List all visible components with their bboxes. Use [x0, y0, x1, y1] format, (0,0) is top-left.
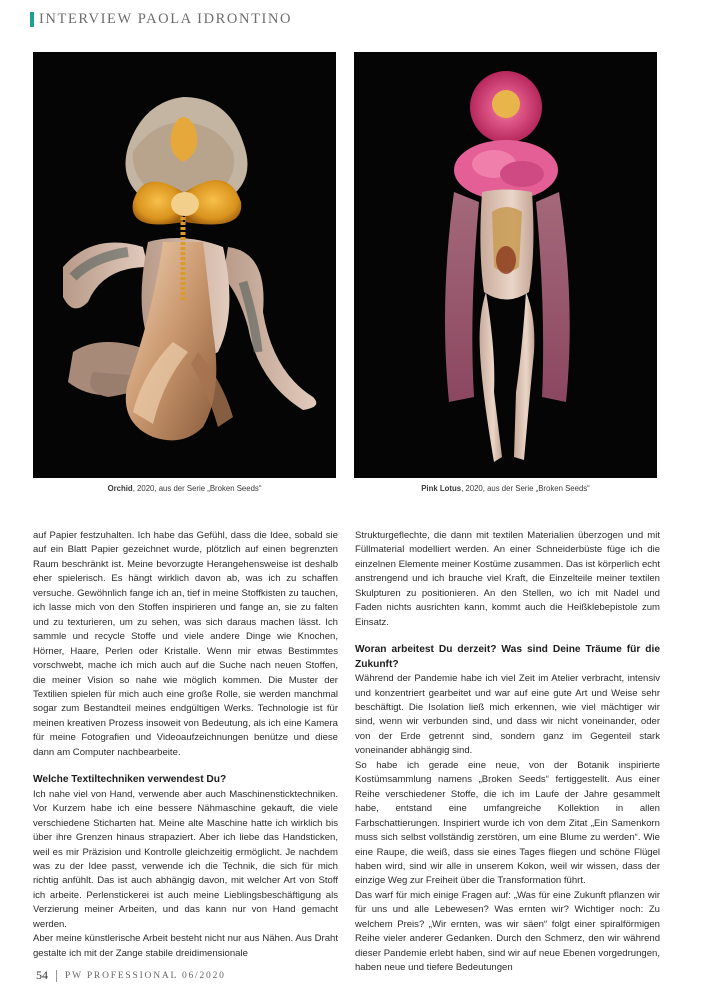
question-heading: Woran arbeitest Du derzeit? Was sind Deine Träume für die Zukunft?	[355, 644, 660, 670]
photo-caption-orchid	[33, 484, 336, 493]
footer-divider	[56, 970, 57, 982]
article-column-right	[355, 529, 660, 976]
paragraph: auf Papier festzuhalten. Ich habe das Gefühl, dass die Idee, sobald sie auf ein Blatt Papier gezeichnet wurde, plötzlich auf einen begrenzten Raum beschränkt ist. Meine bevorzugte Herangehensweise ist deshalb eher spielerisch. Es hängt wirklich davon ab, was ich zu schaffen versuche. Gewöhnlich fange ich an, tief in meine Stoffkisten zu tauchen, ich lasse mich von den Stoffen inspirieren und fange an, sie zu falten und zu texturieren, um zu sehen, was sich daraus machen lässt. Ich sammle und recycle Stoffe und viele andere Dinge wie Knochen, Hörner, Haare, Perlen oder Kristalle. Wenn mir etwas Bestimmtes vorschwebt, mache ich mich auch auf die Suche nach neuen Stoffen, die meiner Vision so nahe wie möglich kommen. Die Muster der Textilien spielen für mich auch eine große Rolle, sie werden manchmal sogar zum Bestandteil meines endgültigen Werks. Technologie ist für meinen kreativen Prozess insoweit von Bedeutung, als ich eine Kamera für meine Fotografien und Videoaufzeichnungen benütze und diese dann am Computer nachbearbeite.	[33, 530, 338, 758]
question-heading: Welche Textiltechniken verwendest Du?	[33, 774, 227, 786]
page-number: 54	[36, 968, 48, 982]
caption-details: , 2020, aus der Serie „Broken Seeds“	[132, 484, 262, 493]
paragraph: Ich nahe viel von Hand, verwende aber auch Maschinensticktechniken. Vor Kurzem habe ich eine bessere Nähmaschine gekauft, die viele verschiedene Sticharten hat. Meine alte Maschine hatte ich wirklich bis über ihre Grenzen hinaus strapaziert. Aber ich liebe das Handsticken, weil es mir Präzision und Kontrolle gleichzeitig ermöglicht. Je nachdem was zu der Idee passt, verwende ich die Technik, die sich für mich richtig anfühlt. Das ist auch abhängig davon, mit welcher Art von Stoff ich arbeite. Perlenstickerei ist auch meine Lieblingsbeschäftigung als Verzierung meiner Arbeiten, und das kann nur von Hand gemacht werden.	[33, 788, 338, 930]
caption-title: Pink Lotus	[421, 484, 462, 493]
paragraph: Strukturgeflechte, die dann mit textilen Materialien überzogen und mit Füllmaterial modelliert werden. An einer Schneiderbüste füge ich die einzelnen Elemente meiner Kostüme zusammen. Das ist körperlich echt anstrengend und ich brauche viel Kraft, die Einzelteile meiner textilen Skulpturen zu positionieren. An den Stellen, wo ich mit Nadel und Faden nichts ausrichten kann, kommt auch die Heißklebepistole zum Einsatz.	[355, 530, 660, 628]
section-title: INTERVIEW PAOLA IDRONTINO	[39, 11, 293, 27]
pink-lotus-photo	[354, 52, 657, 478]
caption-title: Orchid	[107, 484, 133, 493]
photo-caption-pink-lotus	[354, 484, 657, 493]
paragraph: Während der Pandemie habe ich viel Zeit im Atelier verbracht, intensiv und konzentriert gearbeitet und war auf eine gute Art und Weise sehr beschäftigt. Die Isolation ließ mich erkennen, wie viel mächtiger wir sind, wenn wir verbunden sind, und dass wir nicht voneinander, oder von der Erde getrennt sind, sondern ganz im Gegenteil stark voneinander abhängig sind.	[355, 673, 660, 757]
page-footer	[36, 968, 226, 983]
magazine-issue: PW PROFESSIONAL 06/2020	[65, 970, 226, 981]
page-header	[30, 11, 292, 28]
header-accent-bar	[30, 12, 34, 27]
paragraph: Aber meine künstlerische Arbeit besteht nicht nur aus Nähen. Aus Draht gestalte ich mit der Zange stabile dreidimensionale	[33, 933, 338, 959]
caption-details: , 2020, aus der Serie „Broken Seeds“	[461, 484, 590, 493]
article-column-left	[33, 529, 338, 961]
paragraph: Das warf für mich einige Fragen auf: „Was für eine Zukunft pflanzen wir für uns und alle Lebewesen? Was ernten wir? Wichtiger noch: Zu welchem Preis? „Wir ernten, was wir säen“ folgt einer spiralförmigen Reihe vieler anderer Gedanken. Durch den Schmerz, den wir während dieser Pandemie erlebt haben, sind wir auf neue Ebenen vorgedrungen, haben neue und tiefere Bedeutungen	[355, 889, 660, 974]
orchid-photo	[33, 52, 336, 478]
paragraph: So habe ich gerade eine neue, von der Botanik inspirierte Kostümsammlung namens „Broken Seeds“ fertiggestellt. Aus einer Reihe verschiedener Stoffe, die ich im Laufe der Jahre gesammelt habe, entstand eine umfangreiche Kollektion in allen Farbschattierungen. Inspiriert wurde ich von dem Zitat „Ein Samenkorn muss sich selbst vollständig zerstören, um eine Blume zu werden“. Wie eine Raupe, die weiß, dass sie eines Tages fliegen und schöne Flügel haben wird, sind wir alle in unserem Kokon, weil wir wissen, dass der einzige Weg zur Freiheit über die Transformation führt.	[355, 759, 660, 887]
